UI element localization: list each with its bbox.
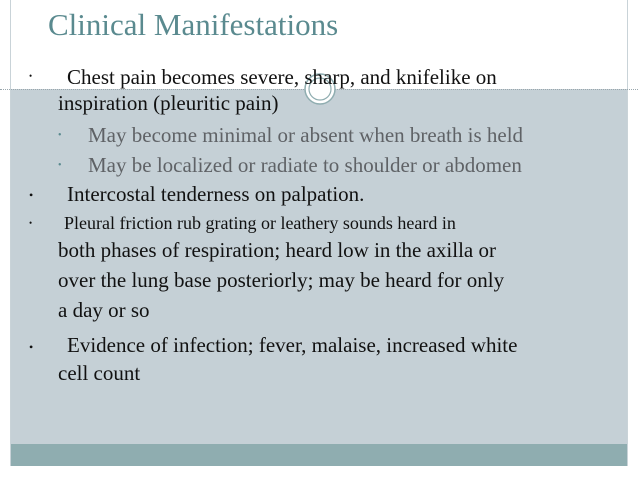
bullet-3-line-3: over the lung base posteriorly; may be heard for only (58, 268, 505, 292)
bullet-1-sub-2: May be localized or radiate to shoulder or abdomen (88, 153, 522, 177)
bullet-dot-icon: • (29, 188, 34, 202)
bullet-dot-icon: • (29, 340, 34, 354)
bullet-3-line-4: a day or so (58, 298, 150, 322)
sub-bullet-dot-icon: • (58, 160, 62, 171)
sub-bullet-dot-icon: • (58, 130, 62, 141)
slide-title: Clinical Manifestations (48, 7, 339, 42)
bullet-1-sub-1: May become minimal or absent when breath is held (88, 123, 524, 147)
bullet-3-line-2: both phases of respiration; heard low in the axilla or (58, 238, 496, 262)
bullet-2-line-1: Intercostal tenderness on palpation. (67, 182, 365, 206)
bullet-3-line-1: Pleural friction rub grating or leathery sounds heard in (64, 213, 456, 233)
bullet-1-line-2: inspiration (pleuritic pain) (58, 91, 279, 115)
bullet-4-line-1: Evidence of infection; fever, malaise, increased white (67, 333, 518, 357)
bullet-1-line-1: Chest pain becomes severe, sharp, and knifelike on (67, 65, 497, 89)
bullet-4-line-2: cell count (58, 361, 141, 385)
bullet-dot-icon: • (29, 218, 33, 228)
bullet-dot-icon: • (29, 71, 33, 81)
